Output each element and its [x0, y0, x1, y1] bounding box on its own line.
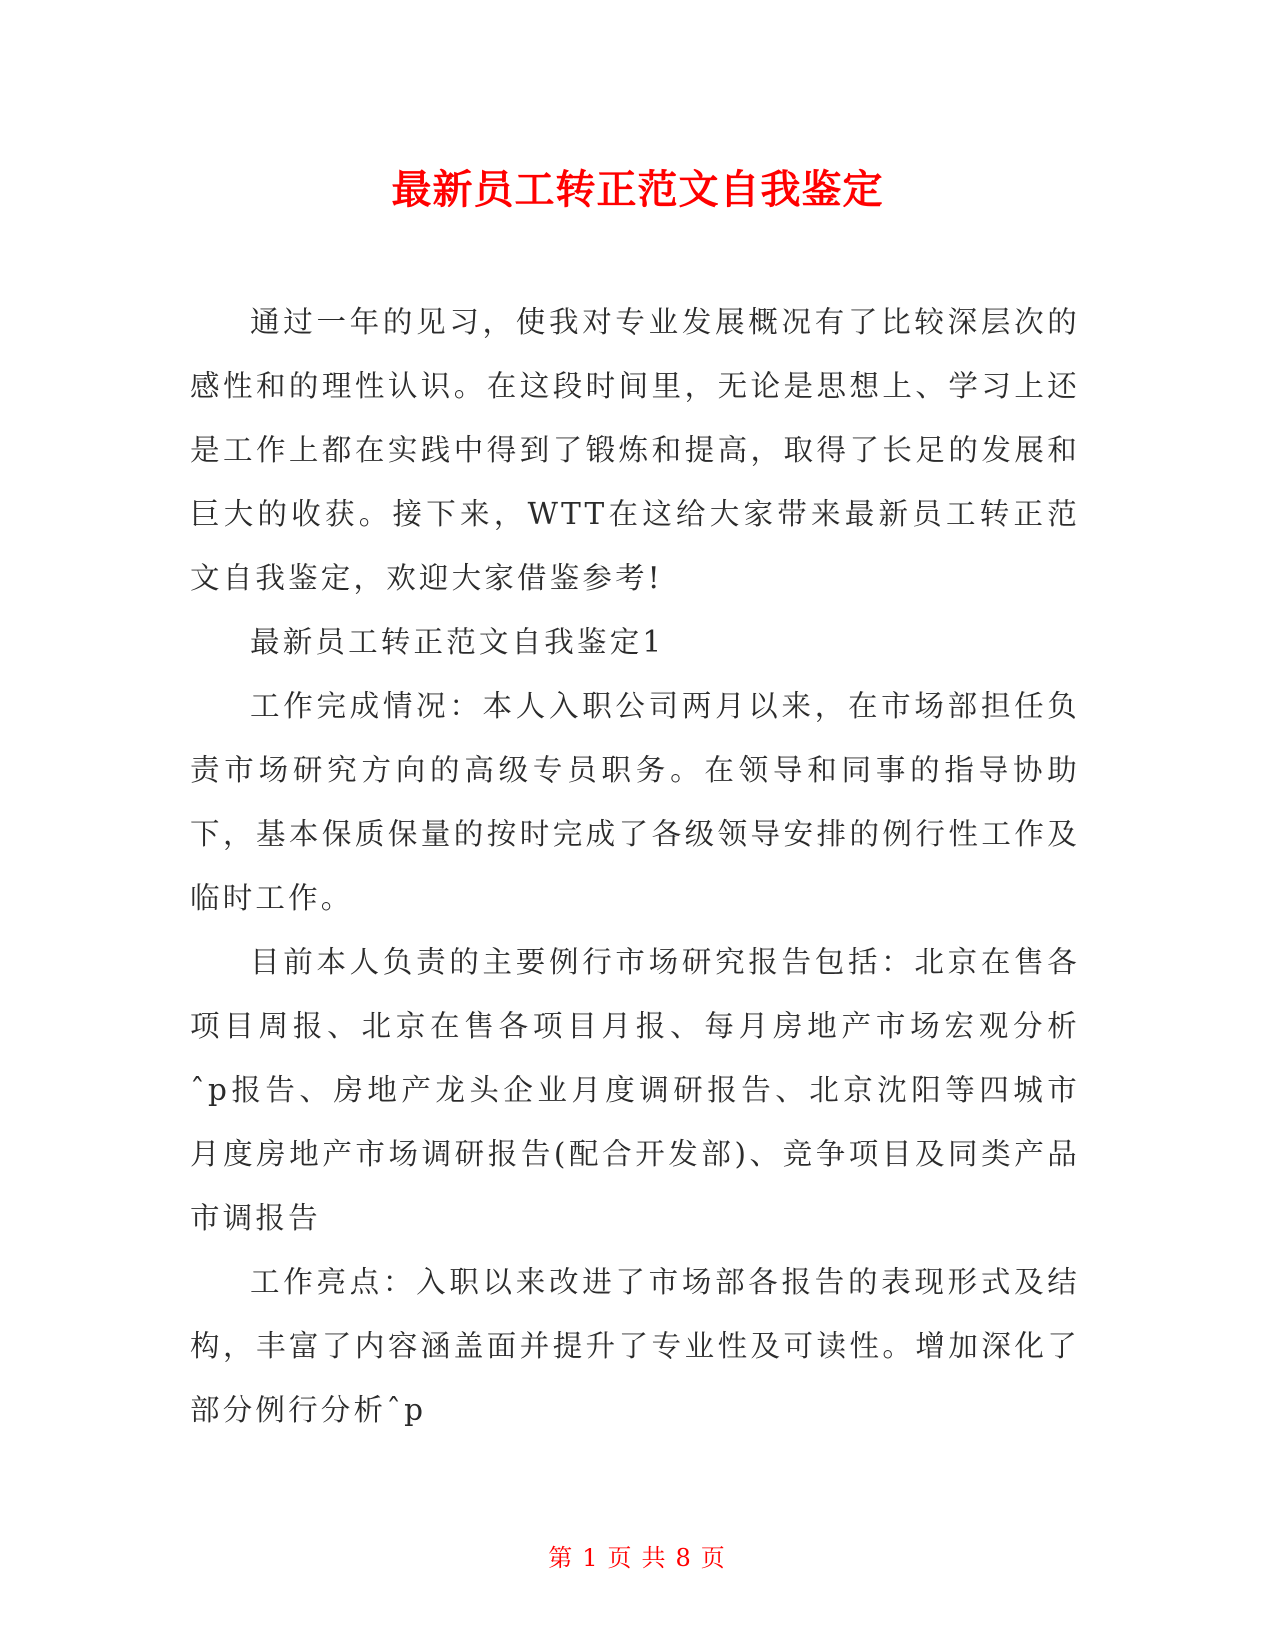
footer-total-pages: 8	[675, 1544, 693, 1572]
document-title: 最新员工转正范文自我鉴定	[391, 167, 884, 213]
footer-total-prefix: 共	[641, 1544, 668, 1572]
paragraph-intro: 通过一年的见习，使我对专业发展概况有了比较深层次的感性和的理性认识。在这段时间里，无论是思想上、学习上还是工作上都在实践中得到了锻炼和提高，取得了长足的发展和巨大的收获。接下来，WTT在这给大家带来最新员工转正范文自我鉴定，欢迎大家借鉴参考!	[190, 305, 1080, 595]
footer-prefix: 第	[548, 1544, 575, 1572]
paragraph-work-completion: 工作完成情况：本人入职公司两月以来，在市场部担任负责市场研究方向的高级专员职务。在领导和同事的指导协助下，基本保质保量的按时完成了各级领导安排的例行性工作及临时工作。	[190, 689, 1080, 915]
paragraph-highlights: 工作亮点：入职以来改进了市场部各报告的表现形式及结构，丰富了内容涵盖面并提升了专业性及可读性。增加深化了部分例行分析ˆp	[190, 1265, 1080, 1427]
document-body	[190, 290, 1080, 1442]
section-heading: 最新员工转正范文自我鉴定1	[250, 625, 665, 659]
page-number-footer	[0, 1542, 1275, 1574]
footer-current-page: 1	[582, 1544, 600, 1572]
footer-page-word: 页	[607, 1544, 634, 1572]
footer-suffix: 页	[700, 1544, 727, 1572]
paragraph-reports: 目前本人负责的主要例行市场研究报告包括：北京在售各项目周报、北京在售各项目月报、每月房地产市场宏观分析ˆp报告、房地产龙头企业月度调研报告、北京沈阳等四城市月度房地产市场调研报告(配合开发部)、竞争项目及同类产品市调报告	[190, 945, 1080, 1235]
